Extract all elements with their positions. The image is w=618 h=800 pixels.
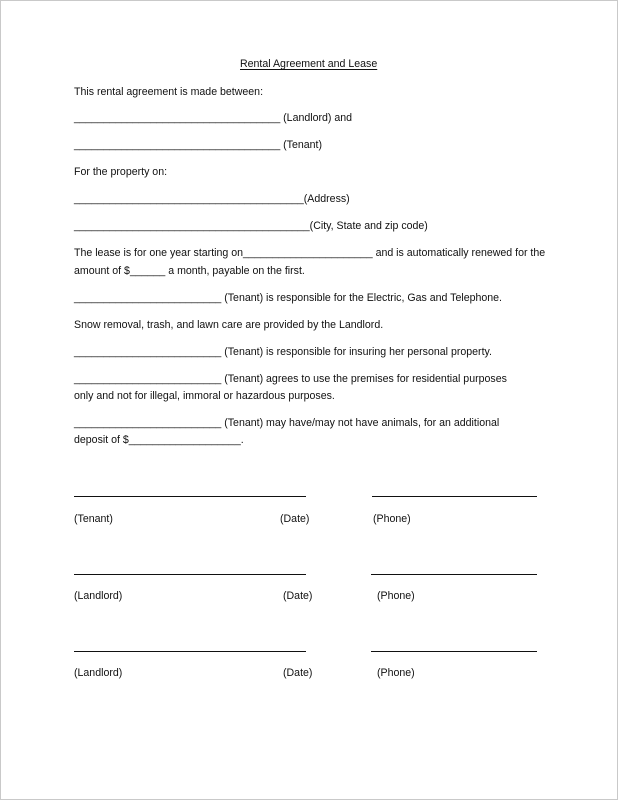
landlord-signature-line	[74, 574, 306, 575]
animals-clause-line-2: deposit of $___________________.	[74, 434, 244, 446]
city-state-zip-line: ________________________________________(City, State and zip code)	[74, 220, 428, 232]
signature-party-label: (Landlord)	[74, 667, 123, 679]
property-intro-text: For the property on:	[74, 166, 168, 178]
signature-phone-label: (Phone)	[377, 667, 415, 679]
signature-phone-label: (Phone)	[377, 590, 415, 602]
address-line: _______________________________________(Address)	[74, 193, 350, 205]
signature-date-label: (Date)	[280, 513, 310, 525]
lease-term-line-2: amount of $______ a month, payable on the first.	[74, 265, 305, 277]
signature-party-label: (Tenant)	[74, 513, 113, 525]
premises-clause-line-1: _________________________ (Tenant) agrees to use the premises for residential purposes	[74, 373, 507, 385]
insurance-clause: _________________________ (Tenant) is responsible for insuring her personal property.	[74, 346, 492, 358]
signature-date-label: (Date)	[283, 590, 313, 602]
premises-clause-line-2: only and not for illegal, immoral or hazardous purposes.	[74, 390, 335, 402]
landlord-phone-line-2	[371, 651, 537, 652]
document-title: Rental Agreement and Lease	[240, 58, 378, 70]
landlord-signature-line-2	[74, 651, 306, 652]
snow-removal-clause: Snow removal, trash, and lawn care are provided by the Landlord.	[74, 319, 384, 331]
tenant-phone-line	[372, 496, 537, 497]
signature-date-label: (Date)	[283, 667, 313, 679]
lease-term-line-1: The lease is for one year starting on______________________ and is automatically renewed for the	[74, 247, 546, 259]
animals-clause-line-1: _________________________ (Tenant) may have/may not have animals, for an additional	[74, 417, 500, 429]
tenant-signature-line	[74, 496, 306, 497]
intro-text: This rental agreement is made between:	[74, 86, 264, 98]
utilities-clause: _________________________ (Tenant) is responsible for the Electric, Gas and Telephone.	[74, 292, 502, 304]
signature-party-label: (Landlord)	[74, 590, 123, 602]
landlord-name-line: ___________________________________ (Landlord) and	[74, 112, 353, 124]
signature-phone-label: (Phone)	[373, 513, 411, 525]
landlord-phone-line	[371, 574, 537, 575]
tenant-name-line: ___________________________________ (Tenant)	[74, 139, 323, 151]
